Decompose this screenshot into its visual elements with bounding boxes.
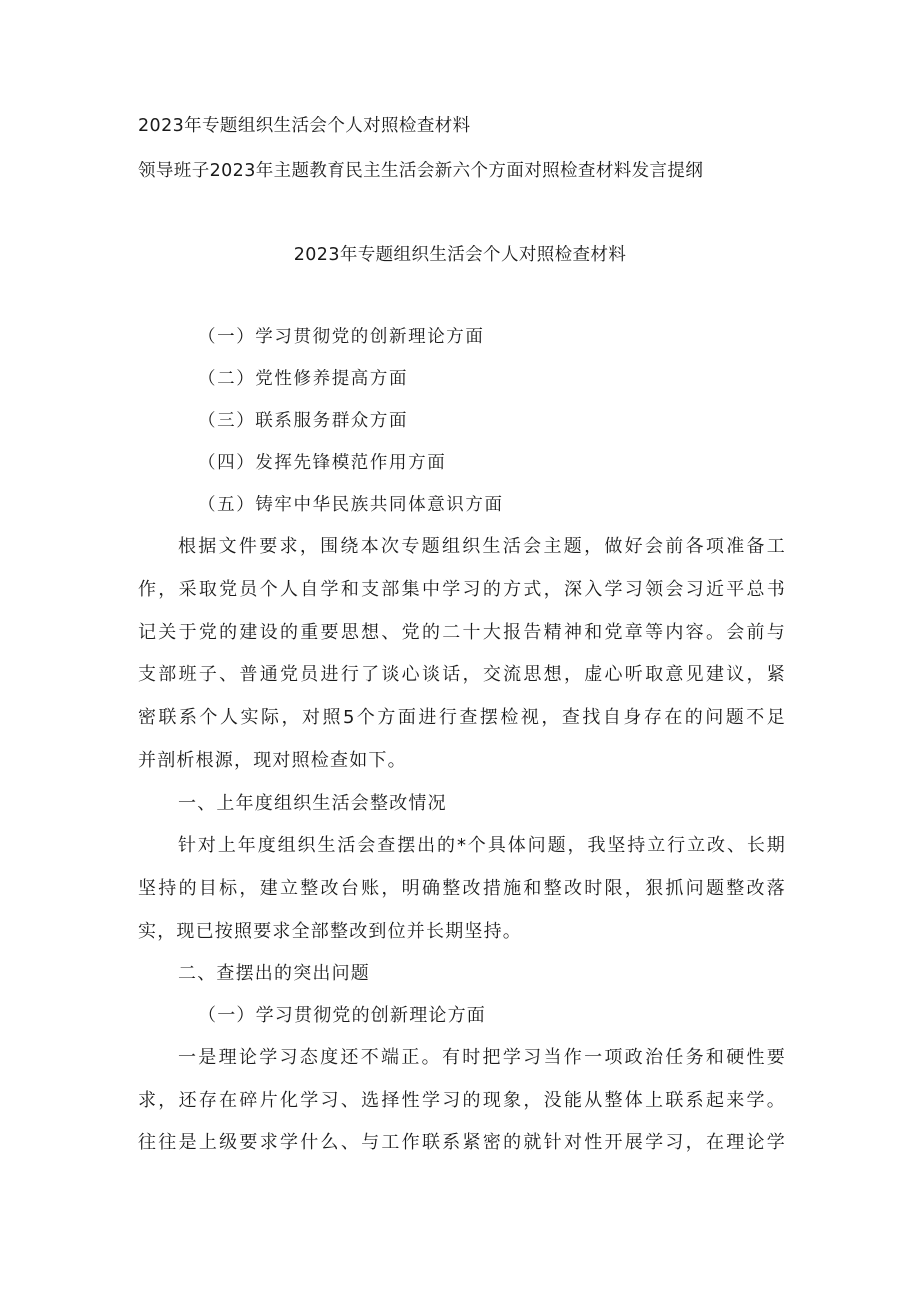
section1-line: 实，现已按照要求全部整改到位并长期坚持。 — [138, 921, 522, 942]
intro-line: 记关于党的建设的重要思想、党的二十大报告精神和党章等内容。会前与 — [138, 622, 786, 643]
header-link-1[interactable]: 2023年专题组织生活会个人对照检查材料 — [138, 116, 471, 136]
outline-item-3: （三）联系服务群众方面 — [198, 411, 409, 431]
section1-line: 坚持的目标，建立整改台账，明确整改措施和整改时限，狠抓问题整改落 — [138, 878, 786, 899]
outline-item-2: （二）党性修养提高方面 — [198, 369, 409, 389]
section1-heading: 一、上年度组织生活会整改情况 — [178, 793, 447, 814]
section2-line: 求，还存在碎片化学习、选择性学习的现象，没能从整体上联系起来学。 — [138, 1090, 786, 1111]
document-title: 2023年专题组织生活会个人对照检查材料 — [293, 245, 627, 265]
intro-line: 支部班子、普通党员进行了谈心谈话，交流思想，虚心听取意见建议，紧 — [138, 664, 786, 685]
intro-line: 密联系个人实际，对照5个方面进行查摆检视，查找自身存在的问题不足 — [138, 707, 786, 728]
section1-line: 针对上年度组织生活会查摆出的*个具体问题，我坚持立行立改、长期 — [178, 835, 786, 856]
outline-item-1: （一）学习贯彻党的创新理论方面 — [198, 327, 485, 347]
outline-item-5: （五）铸牢中华民族共同体意识方面 — [198, 495, 504, 515]
section2-line: 一是理论学习态度还不端正。有时把学习当作一项政治任务和硬性要 — [178, 1047, 786, 1068]
header-link-2[interactable]: 领导班子2023年主题教育民主生活会新六个方面对照检查材料发言提纲 — [138, 161, 704, 181]
outline-item-4: （四）发挥先锋模范作用方面 — [198, 453, 447, 473]
intro-line: 根据文件要求，围绕本次专题组织生活会主题，做好会前各项准备工 — [178, 536, 786, 557]
section2-line: 往往是上级要求学什么、与工作联系紧密的就针对性开展学习，在理论学 — [138, 1132, 786, 1153]
intro-line: 并剖析根源，现对照检查如下。 — [138, 750, 407, 771]
section2-heading: 二、查摆出的突出问题 — [178, 963, 370, 984]
section2-subheading: （一）学习贯彻党的创新理论方面 — [198, 1005, 486, 1026]
intro-line: 作，采取党员个人自学和支部集中学习的方式，深入学习领会习近平总书 — [138, 579, 786, 600]
